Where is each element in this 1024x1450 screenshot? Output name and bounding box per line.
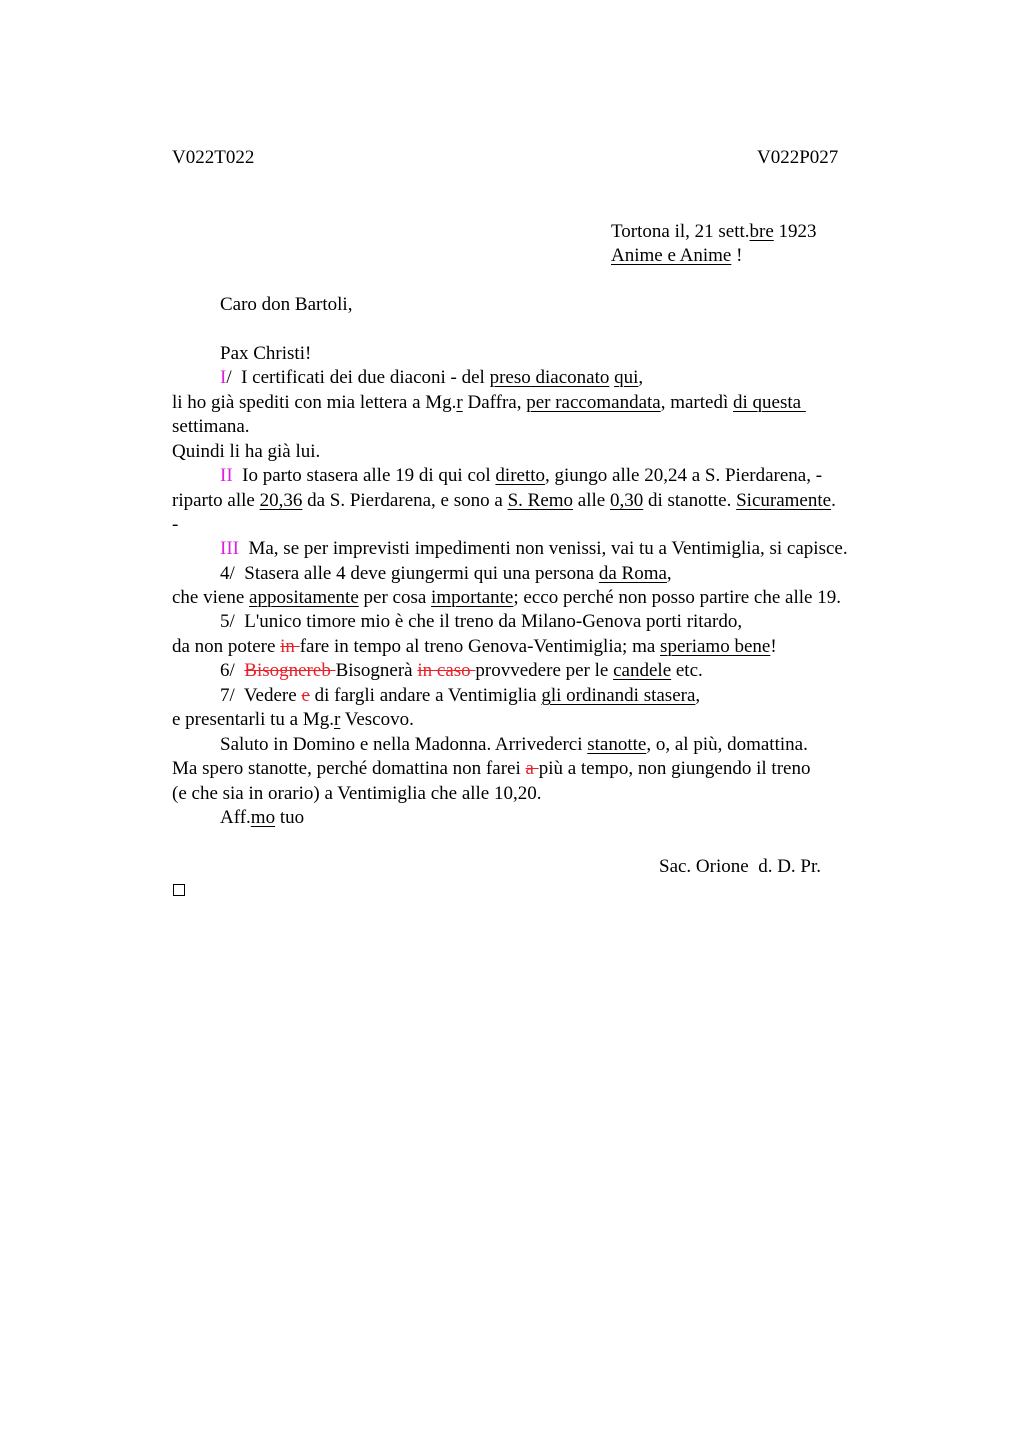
dateline: Tortona il, 21 sett.bre 1923 bbox=[611, 221, 817, 242]
para7-line1: 7/ Vedere e di fargli andare a Ventimiglia gli ordinandi stasera, bbox=[220, 685, 701, 706]
para2-line2: riparto alle 20,36 da S. Pierdarena, e sono a S. Remo alle 0,30 di stanotte. Sicuramente. bbox=[172, 490, 836, 511]
greeting: Pax Christi! bbox=[220, 343, 312, 364]
para2-line1: II Io parto stasera alle 19 di qui col diretto, giungo alle 20,24 a S. Pierdarena, - bbox=[220, 465, 823, 486]
signature: Sac. Orione d. D. Pr. bbox=[659, 856, 822, 877]
closing-line1: Saluto in Domino e nella Madonna. Arrivederci stanotte, o, al più, domattina. bbox=[220, 734, 808, 755]
para4-line1: 4/ Stasera alle 4 deve giungermi qui una persona da Roma, bbox=[220, 563, 672, 584]
para1-line2: li ho già spediti con mia lettera a Mg.r Daffra, per raccomandata, martedì di questa bbox=[172, 392, 806, 413]
salutation: Caro don Bartoli, bbox=[220, 294, 353, 315]
para1-line4: Quindi li ha già lui. bbox=[172, 441, 321, 462]
para2-line3: - bbox=[172, 514, 179, 535]
para1-line3: settimana. bbox=[172, 416, 250, 437]
closing-line3: (e che sia in orario) a Ventimiglia che alle 10,20. bbox=[172, 783, 542, 804]
para6-line1: 6/ Bisognereb Bisognerà in caso provvedere per le candele etc. bbox=[220, 660, 703, 681]
para3-line1: III Ma, se per imprevisti impedimenti non venissi, vai tu a Ventimiglia, si capisce. bbox=[220, 538, 848, 559]
affectionately: Aff.mo tuo bbox=[220, 807, 305, 828]
para7-line2: e presentarli tu a Mg.r Vescovo. bbox=[172, 709, 414, 730]
para5-line2: da non potere in fare in tempo al treno Genova-Ventimiglia; ma speriamo bene! bbox=[172, 636, 777, 657]
para4-line2: che viene appositamente per cosa importante; ecco perché non posso partire che alle 19. bbox=[172, 587, 841, 608]
para1-line1: I/ I certificati dei due diaconi - del preso diaconato qui, bbox=[220, 367, 644, 388]
header-right-code: V022P027 bbox=[757, 147, 839, 168]
end-square-marker bbox=[173, 884, 185, 896]
closing-line2: Ma spero stanotte, perché domattina non farei a più a tempo, non giungendo il treno bbox=[172, 758, 811, 779]
header-left-code: V022T022 bbox=[172, 147, 255, 168]
motto: Anime e Anime ! bbox=[611, 245, 743, 266]
para5-line1: 5/ L'unico timore mio è che il treno da Milano-Genova porti ritardo, bbox=[220, 611, 743, 632]
